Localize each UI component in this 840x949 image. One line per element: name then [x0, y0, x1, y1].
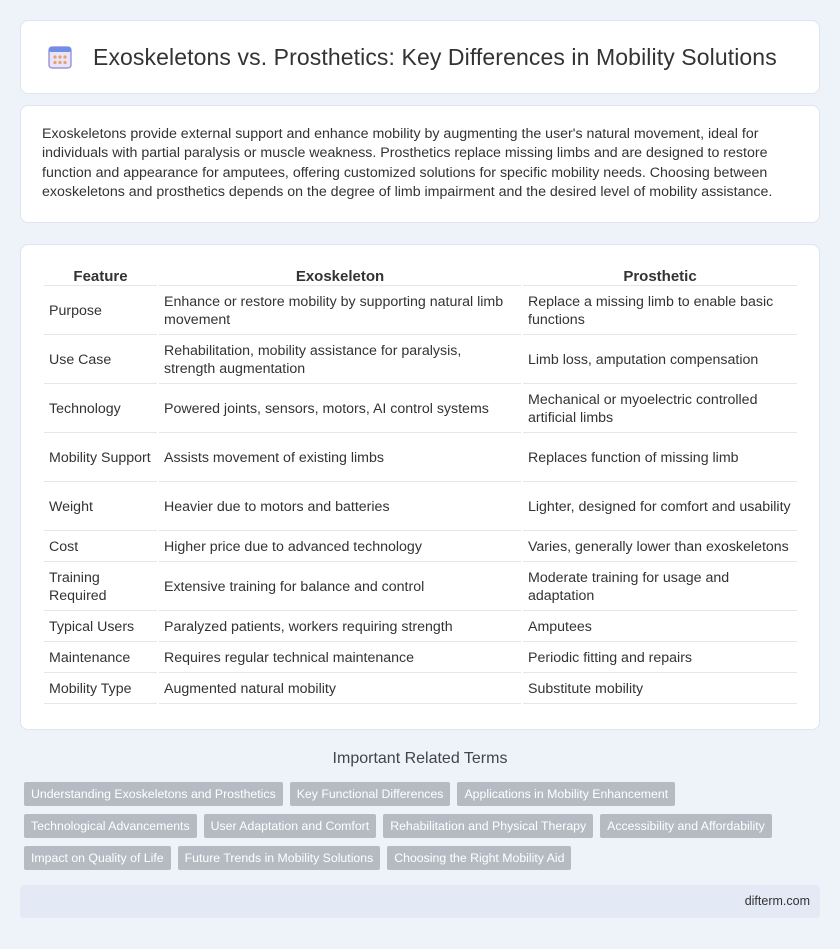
row-exoskeleton: Requires regular technical maintenance: [159, 644, 521, 673]
comparison-card: [20, 244, 820, 730]
intro-text: Exoskeletons provide external support and enhance mobility by augmenting the user's natural movement, ideal for individuals with partial paralysis or muscle weakness. Prosthetics replace missing limbs and are designed to restore function and appearance for amputees, offering customized solutions for specific mobility needs. Choosing between exoskeletons and prosthetics depends on the degree of limb impairment and the desired level of mobility assistance.: [42, 126, 773, 201]
row-feature: Purpose: [44, 288, 157, 335]
row-exoskeleton: Enhance or restore mobility by supporting natural limb movement: [159, 288, 521, 335]
row-prosthetic: Mechanical or myoelectric controlled artificial limbs: [523, 386, 797, 433]
row-prosthetic: Replace a missing limb to enable basic functions: [523, 288, 797, 335]
related-term-tag[interactable]: Impact on Quality of Life: [24, 846, 171, 870]
row-feature: Maintenance: [44, 644, 157, 673]
related-terms-title: Important Related Terms: [332, 750, 508, 767]
table-header-row: [44, 265, 797, 286]
row-feature: Mobility Support: [44, 435, 157, 482]
related-term-tag[interactable]: Choosing the Right Mobility Aid: [387, 846, 571, 870]
row-prosthetic: Limb loss, amputation compensation: [523, 337, 797, 384]
intro-card: [20, 105, 820, 223]
table-row: [44, 564, 797, 611]
related-term-tag[interactable]: Rehabilitation and Physical Therapy: [383, 814, 593, 838]
row-exoskeleton: Augmented natural mobility: [159, 675, 521, 704]
header-card: [20, 20, 820, 94]
table-row: [44, 533, 797, 562]
table-row: [44, 675, 797, 704]
row-prosthetic: Varies, generally lower than exoskeletons: [523, 533, 797, 562]
row-feature: Weight: [44, 484, 157, 531]
related-term-tag[interactable]: Understanding Exoskeletons and Prosthetics: [24, 782, 283, 806]
related-term-tag[interactable]: User Adaptation and Comfort: [204, 814, 377, 838]
row-exoskeleton: Rehabilitation, mobility assistance for paralysis, strength augmentation: [159, 337, 521, 384]
comparison-table: [42, 263, 799, 706]
tag-row: [24, 814, 814, 838]
header-exoskeleton: Exoskeleton: [159, 265, 521, 286]
site-link[interactable]: difterm.com: [744, 894, 810, 908]
row-feature: Cost: [44, 533, 157, 562]
related-term-tag[interactable]: Accessibility and Affordability: [600, 814, 772, 838]
row-exoskeleton: Higher price due to advanced technology: [159, 533, 521, 562]
row-exoskeleton: Assists movement of existing limbs: [159, 435, 521, 482]
table-row: [44, 644, 797, 673]
row-prosthetic: Periodic fitting and repairs: [523, 644, 797, 673]
table-row: [44, 288, 797, 335]
related-term-tag[interactable]: Technological Advancements: [24, 814, 197, 838]
calendar-grid-icon: [47, 44, 73, 70]
row-prosthetic: Lighter, designed for comfort and usability: [523, 484, 797, 531]
row-feature: Use Case: [44, 337, 157, 384]
table-row: [44, 613, 797, 642]
table-row: [44, 337, 797, 384]
row-prosthetic: Amputees: [523, 613, 797, 642]
row-feature: Training Required: [44, 564, 157, 611]
related-term-tag[interactable]: Future Trends in Mobility Solutions: [178, 846, 381, 870]
related-term-tag[interactable]: Applications in Mobility Enhancement: [457, 782, 675, 806]
page-title: Exoskeletons vs. Prosthetics: Key Differences in Mobility Solutions: [93, 43, 777, 70]
row-exoskeleton: Paralyzed patients, workers requiring strength: [159, 613, 521, 642]
row-exoskeleton: Heavier due to motors and batteries: [159, 484, 521, 531]
tag-row: [24, 782, 814, 806]
footer-bar: [20, 885, 820, 918]
tag-row: [24, 846, 814, 870]
row-feature: Mobility Type: [44, 675, 157, 704]
header-feature: Feature: [44, 265, 157, 286]
row-feature: Typical Users: [44, 613, 157, 642]
header-prosthetic: Prosthetic: [523, 265, 797, 286]
row-prosthetic: Replaces function of missing limb: [523, 435, 797, 482]
row-exoskeleton: Powered joints, sensors, motors, AI control systems: [159, 386, 521, 433]
table-row: [44, 386, 797, 433]
row-exoskeleton: Extensive training for balance and control: [159, 564, 521, 611]
related-terms-list: [24, 782, 814, 878]
row-prosthetic: Substitute mobility: [523, 675, 797, 704]
table-row: [44, 484, 797, 531]
table-row: [44, 435, 797, 482]
row-prosthetic: Moderate training for usage and adaptation: [523, 564, 797, 611]
related-term-tag[interactable]: Key Functional Differences: [290, 782, 451, 806]
row-feature: Technology: [44, 386, 157, 433]
